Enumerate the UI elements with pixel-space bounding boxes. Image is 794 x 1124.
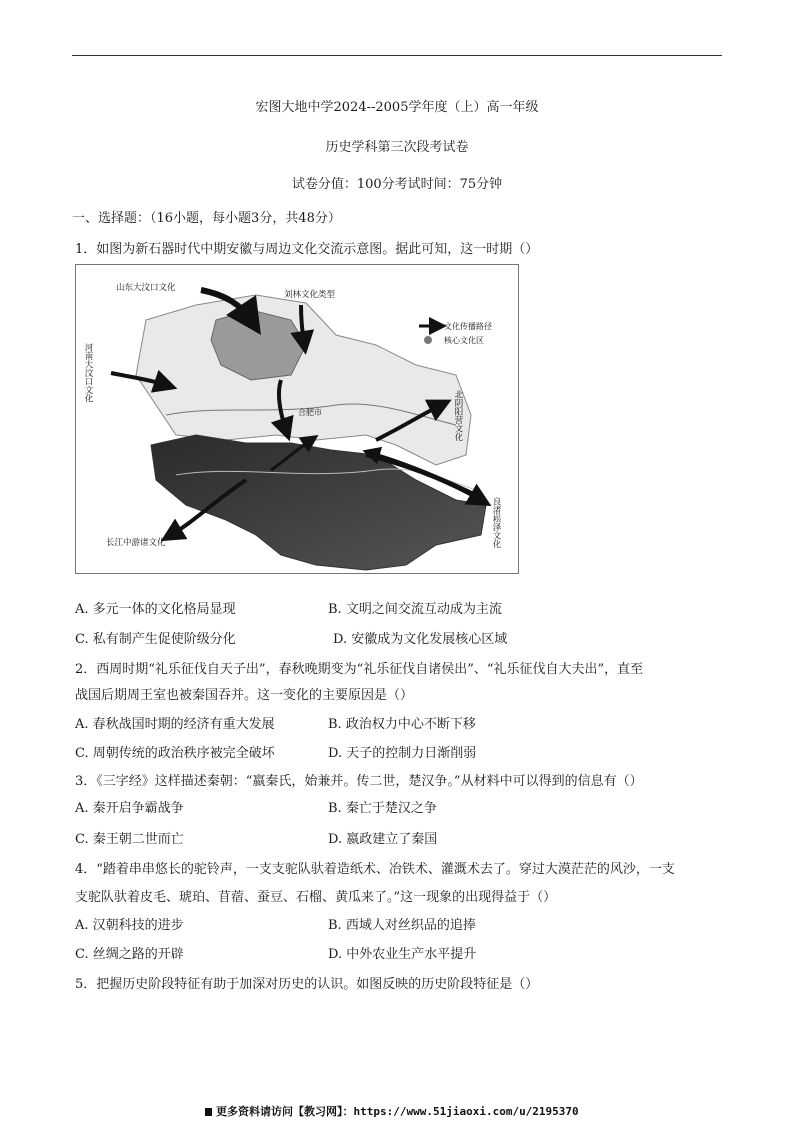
q2-option-b: B. 政治权力中心不断下移 <box>328 717 476 732</box>
label-beiyinyang: 北阴阳营文化 <box>453 390 463 441</box>
label-liangzhu: 良渚崧泽文化 <box>491 497 501 548</box>
q3-option-d: D. 嬴政建立了秦国 <box>328 832 438 847</box>
q4-option-d: D. 中外农业生产水平提升 <box>328 947 477 962</box>
legend-core-icon <box>424 336 432 344</box>
exam-title: 宏图大地中学2024--2005学年度（上）高一年级 <box>255 100 539 115</box>
footer-link[interactable] <box>205 1103 579 1119</box>
q1-option-d: D. 安徽成为文化发展核心区域 <box>333 632 508 647</box>
question-2-stem-line2: 战国后期周王室也被秦国吞并。这一变化的主要原因是（） <box>75 688 414 703</box>
q1-option-b: B. 文明之间交流互动成为主流 <box>328 602 502 617</box>
legend-route: 文化传播路径 <box>444 322 492 331</box>
question-4-stem-line1: 4．“踏着串串悠长的驼铃声，一支支驼队驮着造纸术、冶铁术、灌溉术去了。穿过大漠茫茫的风沙，一支 <box>75 862 675 877</box>
header-rule <box>72 55 722 56</box>
q3-option-c: C. 秦王朝二世而亡 <box>75 832 184 847</box>
q4-option-a: A. 汉朝科技的进步 <box>75 918 184 933</box>
flag-icon <box>205 1108 212 1116</box>
q1-option-a: A. 多元一体的文化格局显现 <box>75 602 236 617</box>
label-hefei: 合肥市 <box>298 408 322 417</box>
section-heading: 一、选择题：（16小题，每小题3分，共48分） <box>72 211 341 226</box>
q4-option-b: B. 西域人对丝织品的追捧 <box>328 918 476 933</box>
q2-option-c: C. 周朝传统的政治秩序被完全破坏 <box>75 746 275 761</box>
exam-subtitle: 历史学科第三次段考试卷 <box>325 140 469 155</box>
question-2-stem-line1: 2．西周时期“礼乐征伐自天子出”，春秋晚期变为“礼乐征伐自诸侯出”、“礼乐征伐自大夫出”，直至 <box>75 662 644 677</box>
q4-option-c: C. 丝绸之路的开辟 <box>75 947 184 962</box>
q3-option-a: A. 秦开启争霸战争 <box>75 801 184 816</box>
label-henan: 河南大汶口文化 <box>83 343 93 403</box>
label-shandong: 山东大汶口文化 <box>116 283 176 293</box>
exam-info: 试卷分值：100分考试时间：75分钟 <box>291 177 503 192</box>
q2-option-a: A. 春秋战国时期的经济有重大发展 <box>75 717 275 732</box>
question-1-stem: 1．如图为新石器时代中期安徽与周边文化交流示意图。据此可知，这一时期（） <box>75 242 539 257</box>
footer-text: 更多资料请访问【教习网】：https://www.51jiaoxi.com/u/2195370 <box>216 1105 579 1118</box>
q3-option-b: B. 秦亡于楚汉之争 <box>328 801 437 816</box>
q1-option-c: C. 私有制产生促使阶级分化 <box>75 632 236 647</box>
map-figure <box>76 265 518 573</box>
culture-exchange-map <box>75 264 519 574</box>
question-5-stem: 5．把握历史阶段特征有助于加深对历史的认识。如图反映的历史阶段特征是（） <box>75 977 539 992</box>
legend-core: 核心文化区 <box>444 336 484 345</box>
label-liulin: 刘林文化类型 <box>284 290 336 300</box>
question-4-stem-line2: 支驼队驮着皮毛、琥珀、苜蓿、蚕豆、石榴、黄瓜来了。”这一现象的出现得益于（） <box>75 890 557 905</box>
question-3-stem: 3．《三字经》这样描述秦朝：“嬴秦氏，始兼并。传二世，楚汉争。”从材料中可以得到的信息有（） <box>75 774 643 789</box>
label-changjiang: 长江中游诸文化 <box>106 538 166 548</box>
q2-option-d: D. 天子的控制力日渐削弱 <box>328 746 477 761</box>
